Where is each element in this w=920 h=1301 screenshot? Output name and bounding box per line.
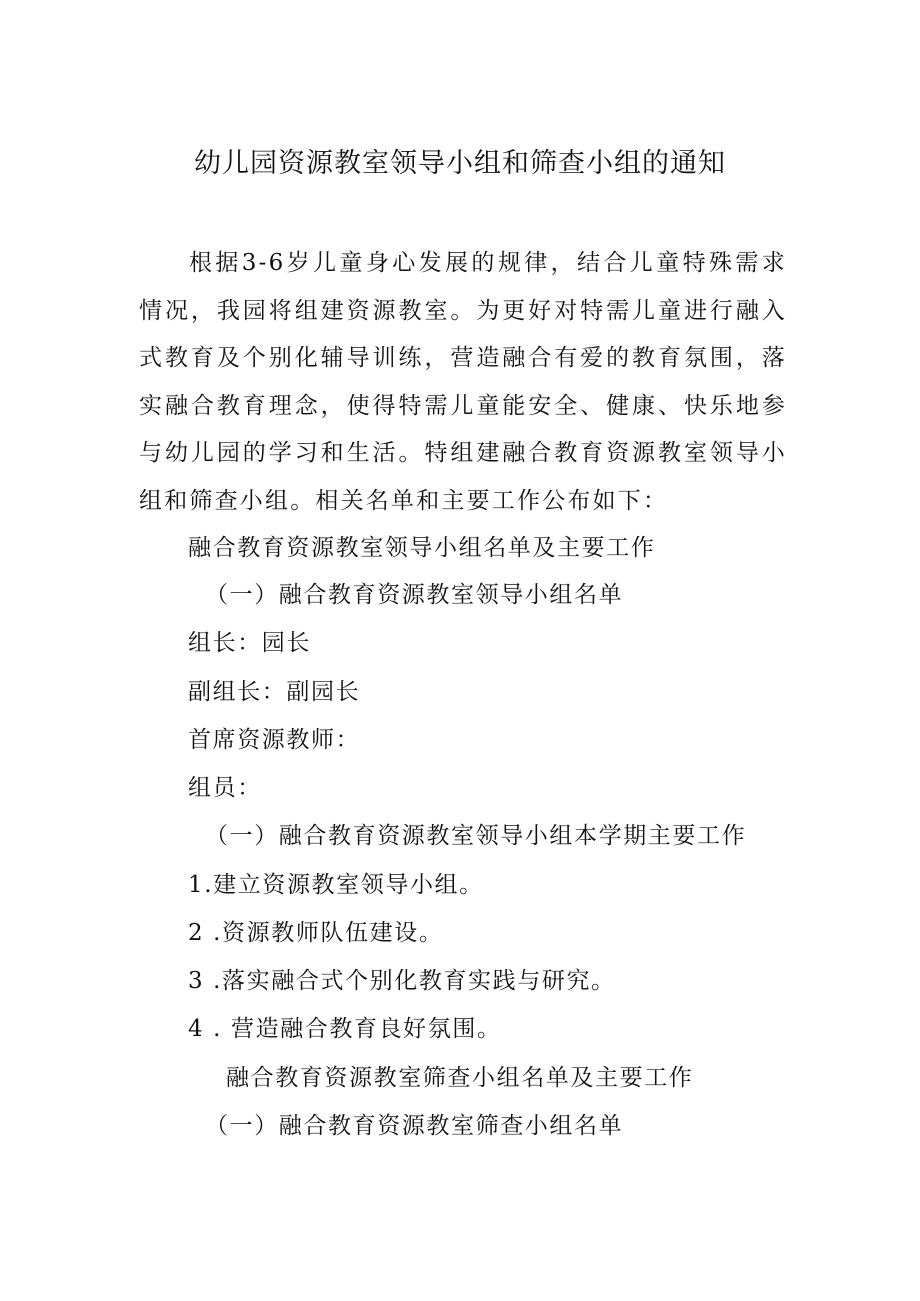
- intro-paragraph: 根据3-6岁儿童身心发展的规律，结合儿童特殊需求情况，我园将组建资源教室。为更好对特需儿童进行融入式教育及个别化辅导训练，营造融合有爱的教育氛围，落实融合教育理念，使得特需儿童能安全、健康、快乐地参与幼儿园的学习和生活。特组建融合教育资源教室领导小组和筛查小组。相关名单和主要工作公布如下：: [139, 250, 787, 514]
- section2-list-heading: （一）融合教育资源教室筛查小组名单: [205, 1113, 624, 1139]
- work-item-4: 4 . 营造融合教育良好氛围。: [188, 1016, 502, 1042]
- section1-list-heading: （一）融合教育资源教室领导小组名单: [205, 582, 624, 608]
- document-title: 幼儿园资源教室领导小组和筛查小组的通知: [194, 148, 726, 179]
- work-item-1: 1.建立资源教室领导小组。: [188, 872, 484, 898]
- vice-leader-line: 副组长：副园长: [188, 679, 361, 705]
- section1-work-heading: （一）融合教育资源教室领导小组本学期主要工作: [205, 823, 747, 849]
- work-item-3: 3 .落实融合式个别化教育实践与研究。: [188, 968, 616, 994]
- work-item-2: 2 .资源教师队伍建设。: [188, 920, 444, 946]
- chief-teacher-line: 首席资源教师：: [188, 727, 361, 753]
- section2-heading: 融合教育资源教室筛查小组名单及主要工作: [226, 1065, 694, 1091]
- members-line: 组员：: [188, 775, 262, 801]
- section1-heading: 融合教育资源教室领导小组名单及主要工作: [188, 535, 656, 561]
- leader-line: 组长：园长: [188, 630, 311, 656]
